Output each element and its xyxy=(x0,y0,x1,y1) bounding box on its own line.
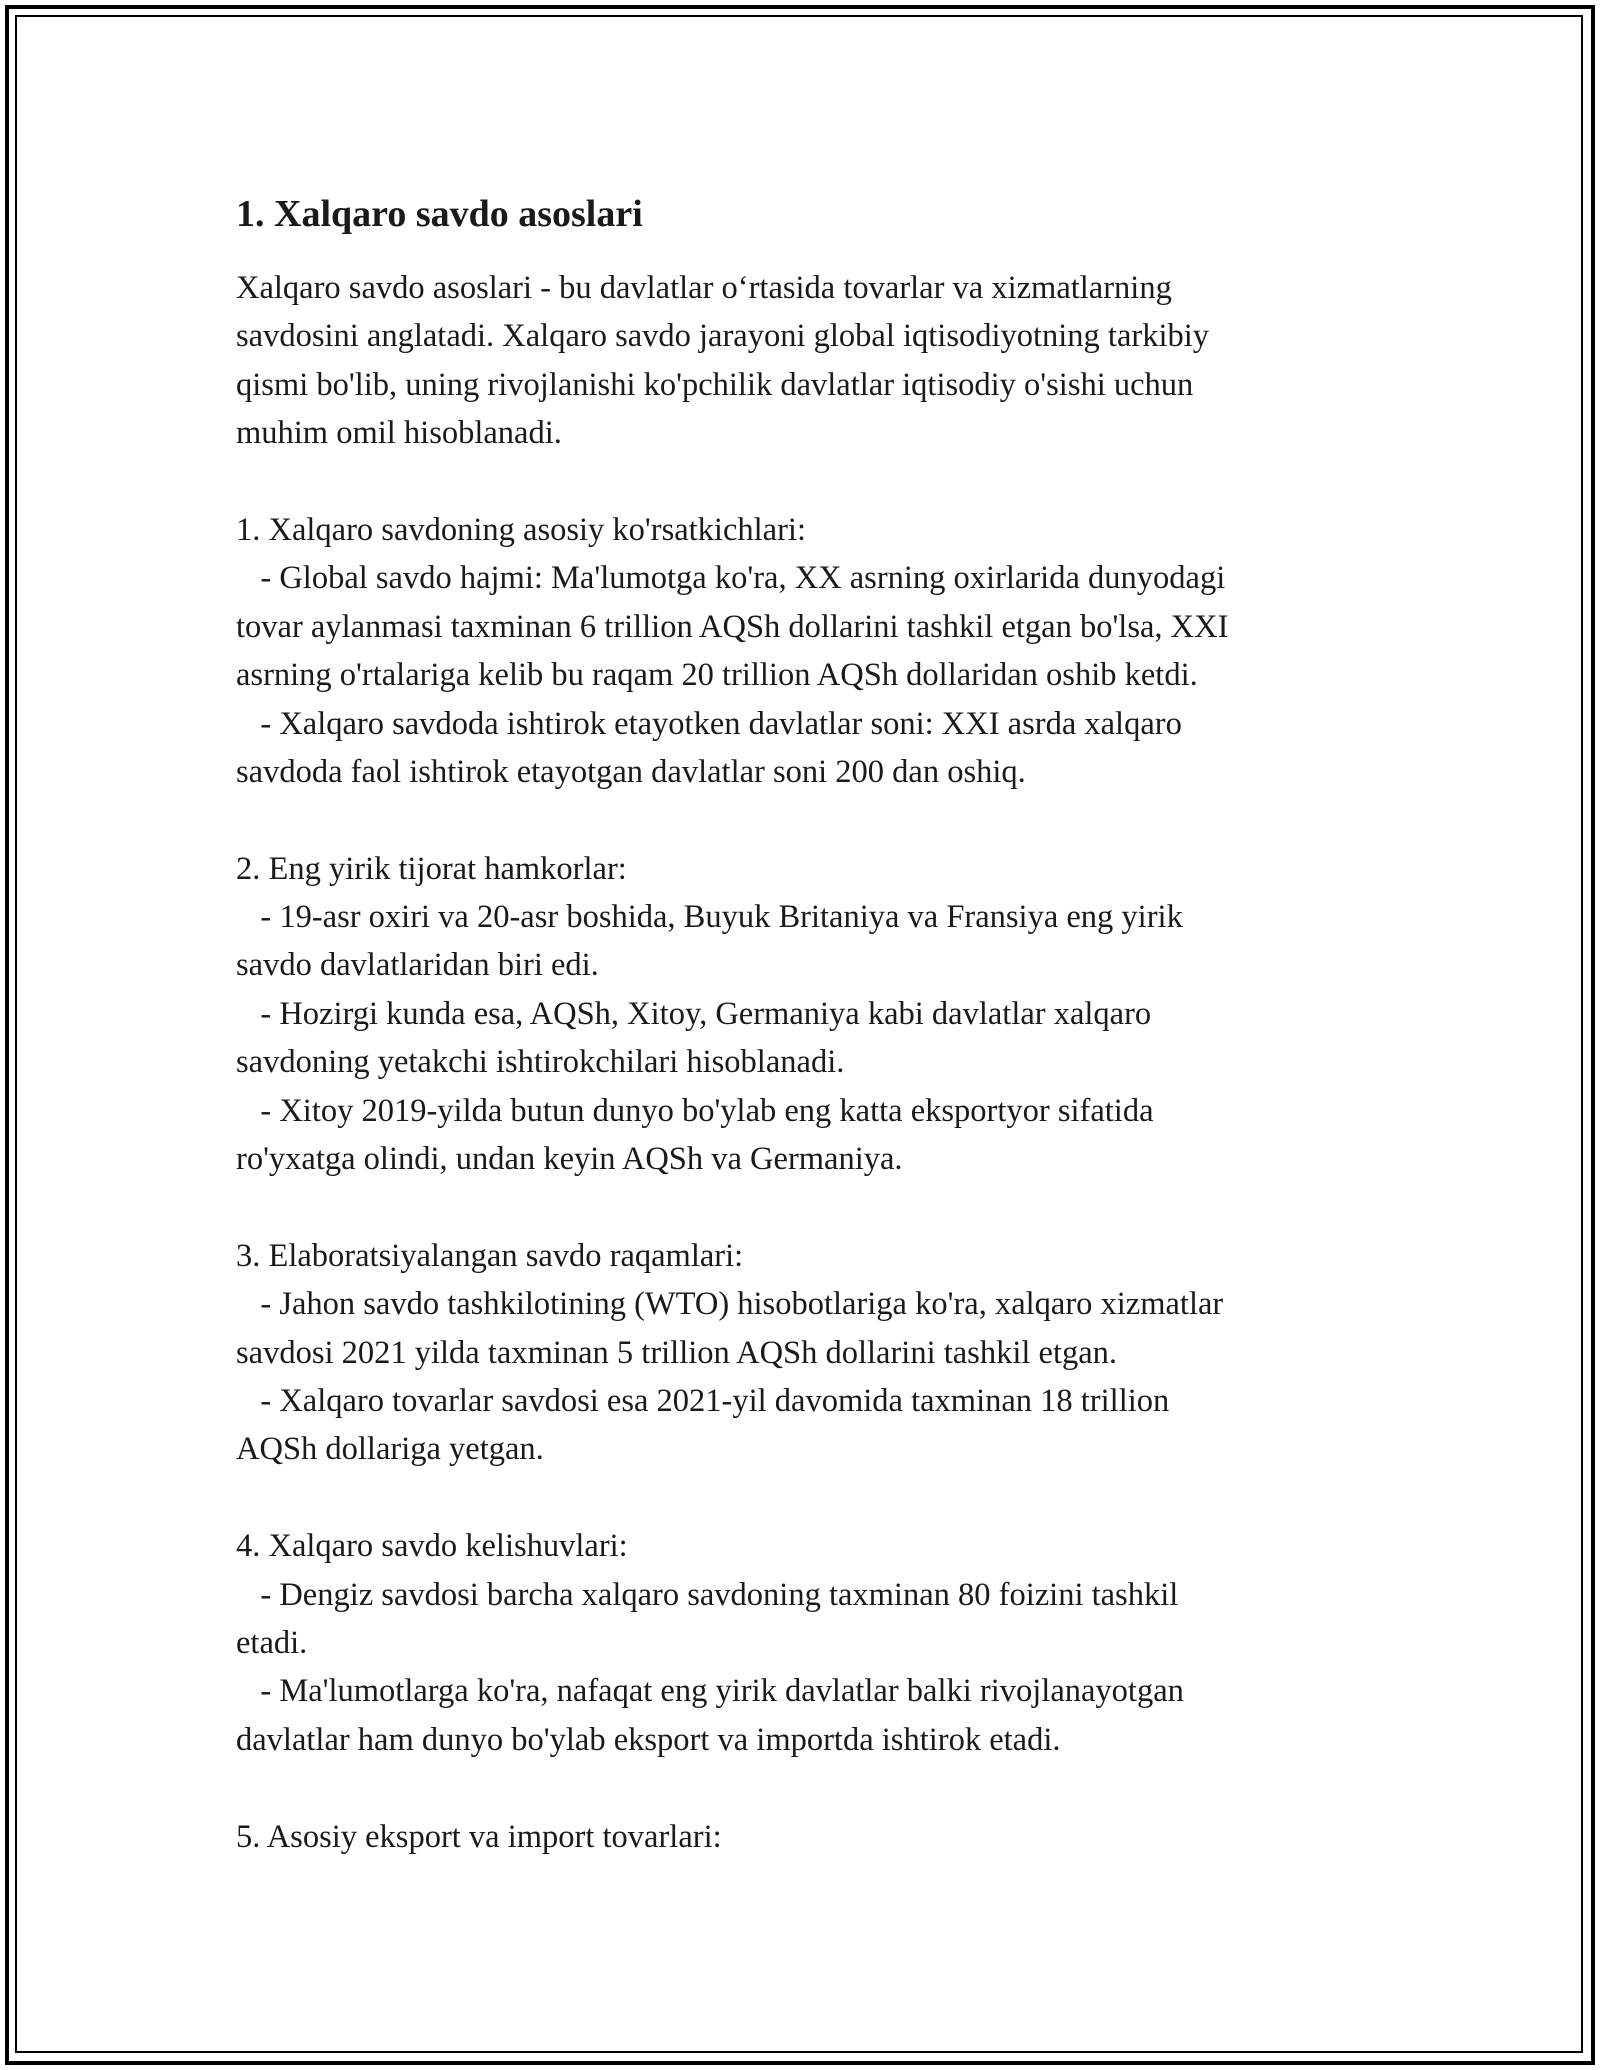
text-line: savdoning yetakchi ishtirokchilari hisoblanadi. xyxy=(236,1044,845,1081)
text-line: - 19-asr oxiri va 20-asr boshida, Buyuk Britaniya va Fransiya eng yirik xyxy=(236,899,1183,936)
text-line: 2. Eng yirik tijorat hamkorlar: xyxy=(236,850,627,887)
text-line: 5. Asosiy eksport va import tovarlari: xyxy=(236,1818,722,1855)
text-line: 3. Elaboratsiyalangan savdo raqamlari: xyxy=(236,1237,744,1274)
text-line: etadi. xyxy=(236,1624,308,1661)
text-line: 4. Xalqaro savdo kelishuvlari: xyxy=(236,1528,628,1565)
text-line: tovar aylanmasi taxminan 6 trillion AQSh dollarini tashkil etgan bo'lsa, XXI xyxy=(236,608,1229,645)
document-title: 1. Xalqaro savdo asoslari xyxy=(236,193,643,235)
text-line: savdoda faol ishtirok etayotgan davlatlar soni 200 dan oshiq. xyxy=(236,753,1026,790)
blank-line xyxy=(236,1474,1366,1522)
text-line: savdo davlatlaridan biri edi. xyxy=(236,947,599,984)
text-line: Xalqaro savdo asoslari - bu davlatlar o‘rtasida tovarlar va xizmatlarning xyxy=(236,270,1172,306)
text-line: 1. Xalqaro savdoning asosiy ko'rsatkichlari: xyxy=(236,511,806,548)
document-text xyxy=(236,264,1366,1861)
blank-line xyxy=(236,796,1366,844)
document-body xyxy=(236,186,1366,1861)
text-line: muhim omil hisoblanadi. xyxy=(236,415,562,452)
text-line: davlatlar ham dunyo bo'ylab eksport va importda ishtirok etadi. xyxy=(236,1721,1061,1758)
text-line: - Xitoy 2019-yilda butun dunyo bo'ylab eng katta eksportyor sifatida xyxy=(236,1092,1154,1129)
text-line: asrning o'rtalariga kelib bu raqam 20 trillion AQSh dollaridan oshib ketdi. xyxy=(236,657,1198,694)
text-line: - Jahon savdo tashkilotining (WTO) hisobotlariga ko'ra, xalqaro xizmatlar xyxy=(236,1286,1224,1323)
blank-line xyxy=(236,1183,1366,1231)
text-line: - Dengiz savdosi barcha xalqaro savdoning taxminan 80 foizini tashkil xyxy=(236,1576,1179,1613)
text-line: savdosini anglatadi. Xalqaro savdo jarayoni global iqtisodiyotning tarkibiy xyxy=(236,318,1210,355)
text-line: - Xalqaro savdoda ishtirok etayotken davlatlar soni: XXI asrda xalqaro xyxy=(236,705,1182,742)
text-line: qismi bo'lib, uning rivojlanishi ko'pchilik davlatlar iqtisodiy o'sishi uchun xyxy=(236,366,1194,403)
text-line: - Hozirgi kunda esa, AQSh, Xitoy, Germaniya kabi davlatlar xalqaro xyxy=(236,995,1152,1032)
text-line: - Ma'lumotlarga ko'ra, nafaqat eng yirik davlatlar balki rivojlanayotgan xyxy=(236,1673,1184,1710)
text-line: - Global savdo hajmi: Ma'lumotga ko'ra, XX asrning oxirlarida dunyodagi xyxy=(236,560,1226,597)
text-line: - Xalqaro tovarlar savdosi esa 2021-yil davomida taxminan 18 trillion xyxy=(236,1382,1170,1419)
blank-line xyxy=(236,1764,1366,1812)
text-line: savdosi 2021 yilda taxminan 5 trillion AQSh dollarini tashkil etgan. xyxy=(236,1334,1118,1371)
blank-line xyxy=(236,458,1366,506)
text-line: AQSh dollariga yetgan. xyxy=(236,1431,544,1468)
text-line: ro'yxatga olindi, undan keyin AQSh va Germaniya. xyxy=(236,1141,903,1178)
